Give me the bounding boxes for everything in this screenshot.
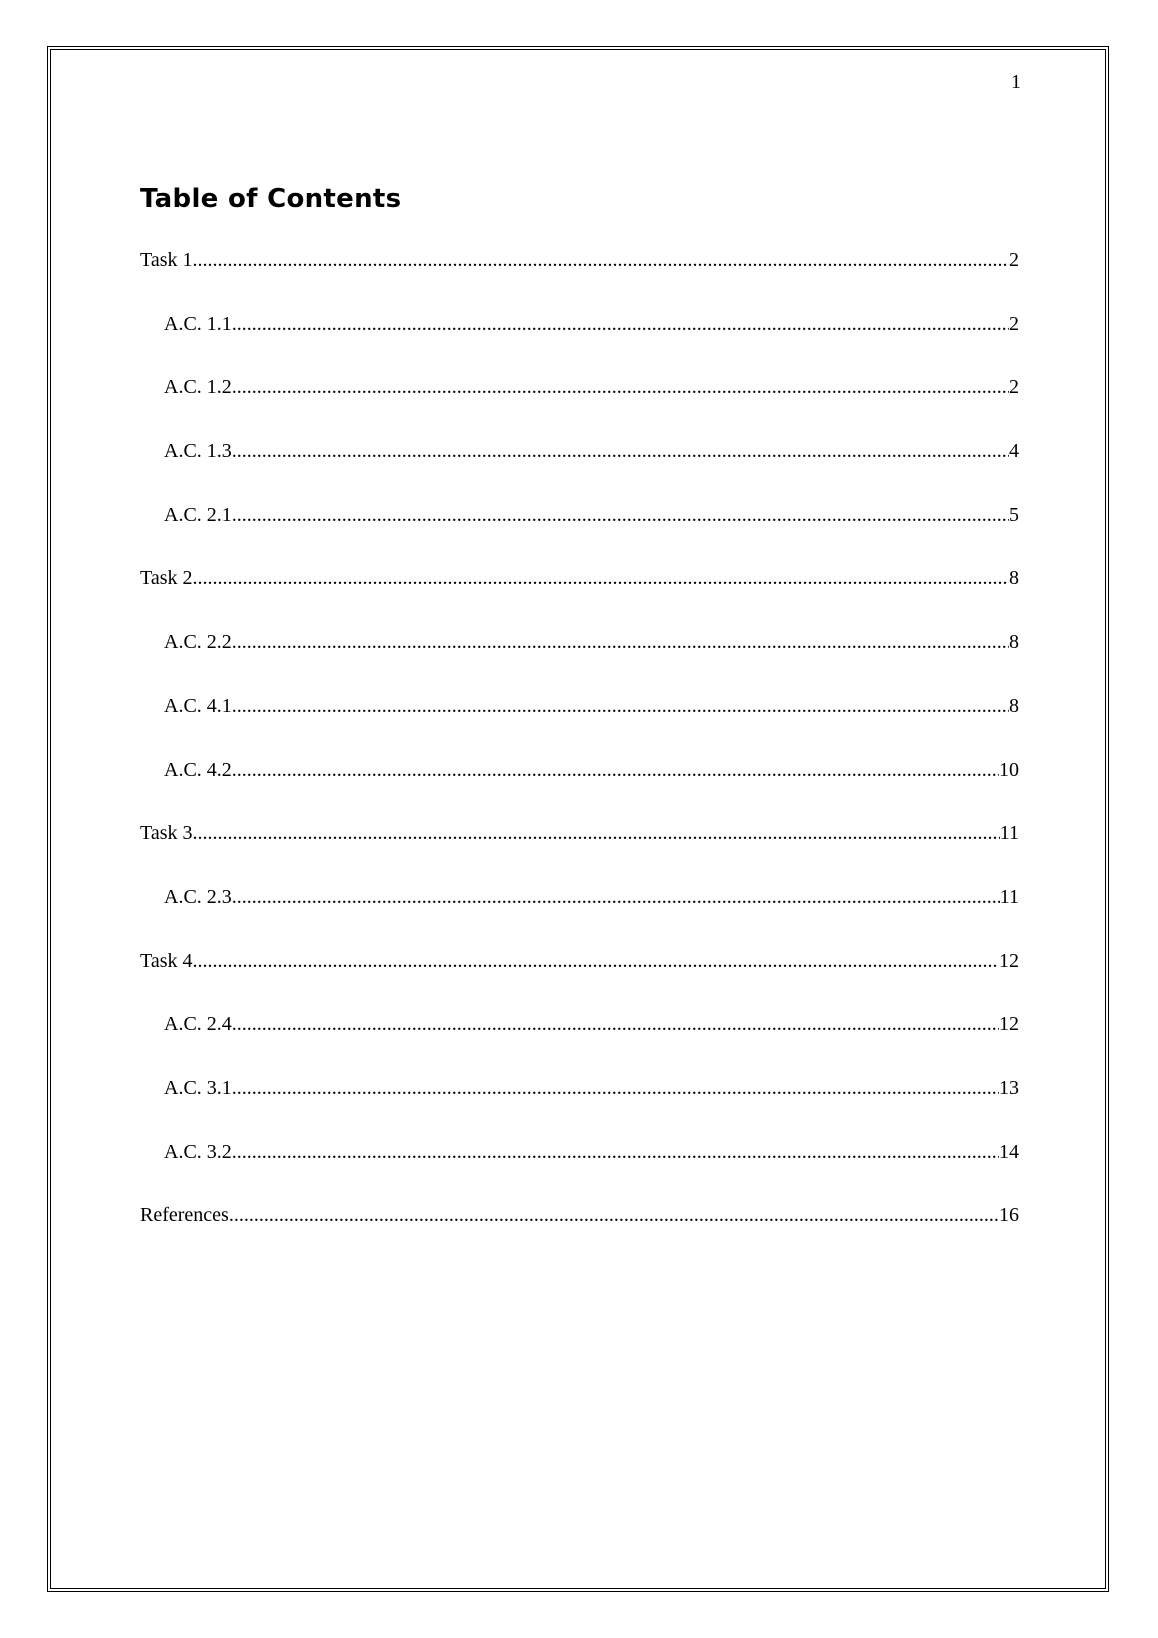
toc-entry-ac-3-1[interactable] <box>140 1077 1019 1141</box>
toc-entry-page: 8 <box>1009 631 1019 654</box>
toc-entry-page: 8 <box>1009 567 1019 590</box>
toc-entry-page: 10 <box>999 758 1019 781</box>
toc-entry-page: 12 <box>999 1013 1019 1036</box>
toc-dot-leader <box>229 1204 999 1227</box>
toc-entry-label: A.C. 1.2 <box>164 376 232 399</box>
toc-entry-label: Task 1 <box>140 249 193 271</box>
toc-entry-label: Task 2 <box>140 567 193 590</box>
toc-entry-page: 14 <box>999 1140 1019 1163</box>
toc-dot-leader <box>192 822 999 845</box>
toc-entry-ac-4-2[interactable] <box>140 759 1019 823</box>
toc-dot-leader <box>232 313 1009 336</box>
toc-dot-leader <box>232 886 1000 909</box>
toc-entry-task-2[interactable] <box>140 567 1019 631</box>
toc-entry-label: A.C. 1.1 <box>164 312 232 335</box>
toc-dot-leader <box>232 440 1009 463</box>
toc-entry-ac-4-1[interactable] <box>140 695 1019 759</box>
toc-entry-page: 4 <box>1009 440 1019 463</box>
toc-entry-label: A.C. 4.1 <box>164 694 232 717</box>
toc-entry-ac-1-2[interactable] <box>140 376 1019 440</box>
toc-entry-page: 16 <box>999 1204 1019 1227</box>
toc-entry-page: 2 <box>1009 376 1019 399</box>
toc-entry-page: 2 <box>1009 312 1019 335</box>
toc-entry-label: Task 3 <box>140 822 193 845</box>
toc-entry-page: 12 <box>999 949 1019 972</box>
toc-dot-leader <box>232 631 1009 654</box>
toc-entry-label: A.C. 3.2 <box>164 1140 232 1163</box>
toc-entry-ac-2-4[interactable] <box>140 1013 1019 1077</box>
toc-dot-leader <box>192 950 999 973</box>
toc-entry-label: A.C. 3.1 <box>164 1076 232 1099</box>
toc-dot-leader <box>232 759 999 782</box>
toc-entry-label: Task 4 <box>140 949 193 972</box>
toc-dot-leader <box>232 1013 999 1036</box>
toc-dot-leader <box>192 567 1009 590</box>
toc-entry-label: A.C. 4.2 <box>164 758 232 781</box>
toc-entry-task-1[interactable] <box>140 249 1019 313</box>
toc-dot-leader <box>232 695 1009 718</box>
toc-entry-label: A.C. 2.1 <box>164 503 232 526</box>
toc-dot-leader <box>192 249 1009 272</box>
toc-entry-ac-2-1[interactable] <box>140 504 1019 568</box>
toc-entry-page: 2 <box>1009 249 1019 271</box>
toc-entry-label: References <box>140 1204 229 1227</box>
toc-entry-references[interactable] <box>140 1204 1019 1268</box>
toc-entry-page: 11 <box>999 885 1019 908</box>
toc-entry-page: 13 <box>999 1076 1019 1099</box>
toc-entry-task-3[interactable] <box>140 822 1019 886</box>
toc-entry-ac-2-2[interactable] <box>140 631 1019 695</box>
toc-dot-leader <box>232 504 1009 527</box>
toc-entry-ac-2-3[interactable] <box>140 886 1019 950</box>
toc-entry-task-4[interactable] <box>140 950 1019 1014</box>
toc-dot-leader <box>232 1141 999 1164</box>
toc-entry-label: A.C. 2.4 <box>164 1013 232 1036</box>
toc-entry-page: 11 <box>999 822 1019 845</box>
toc-entry-page: 8 <box>1009 694 1019 717</box>
toc-entry-ac-1-1[interactable] <box>140 313 1019 377</box>
toc-entry-page: 5 <box>1009 503 1019 526</box>
toc-heading: Table of Contents <box>140 184 402 214</box>
toc-entry-label: A.C. 2.3 <box>164 885 232 908</box>
toc-entry-ac-1-3[interactable] <box>140 440 1019 504</box>
toc-entry-ac-3-2[interactable] <box>140 1141 1019 1205</box>
page-number: 1 <box>1011 71 1021 93</box>
toc-list <box>140 249 1019 1268</box>
toc-entry-label: A.C. 2.2 <box>164 631 232 654</box>
toc-entry-label: A.C. 1.3 <box>164 440 232 463</box>
toc-dot-leader <box>232 1077 999 1100</box>
toc-dot-leader <box>232 376 1009 399</box>
